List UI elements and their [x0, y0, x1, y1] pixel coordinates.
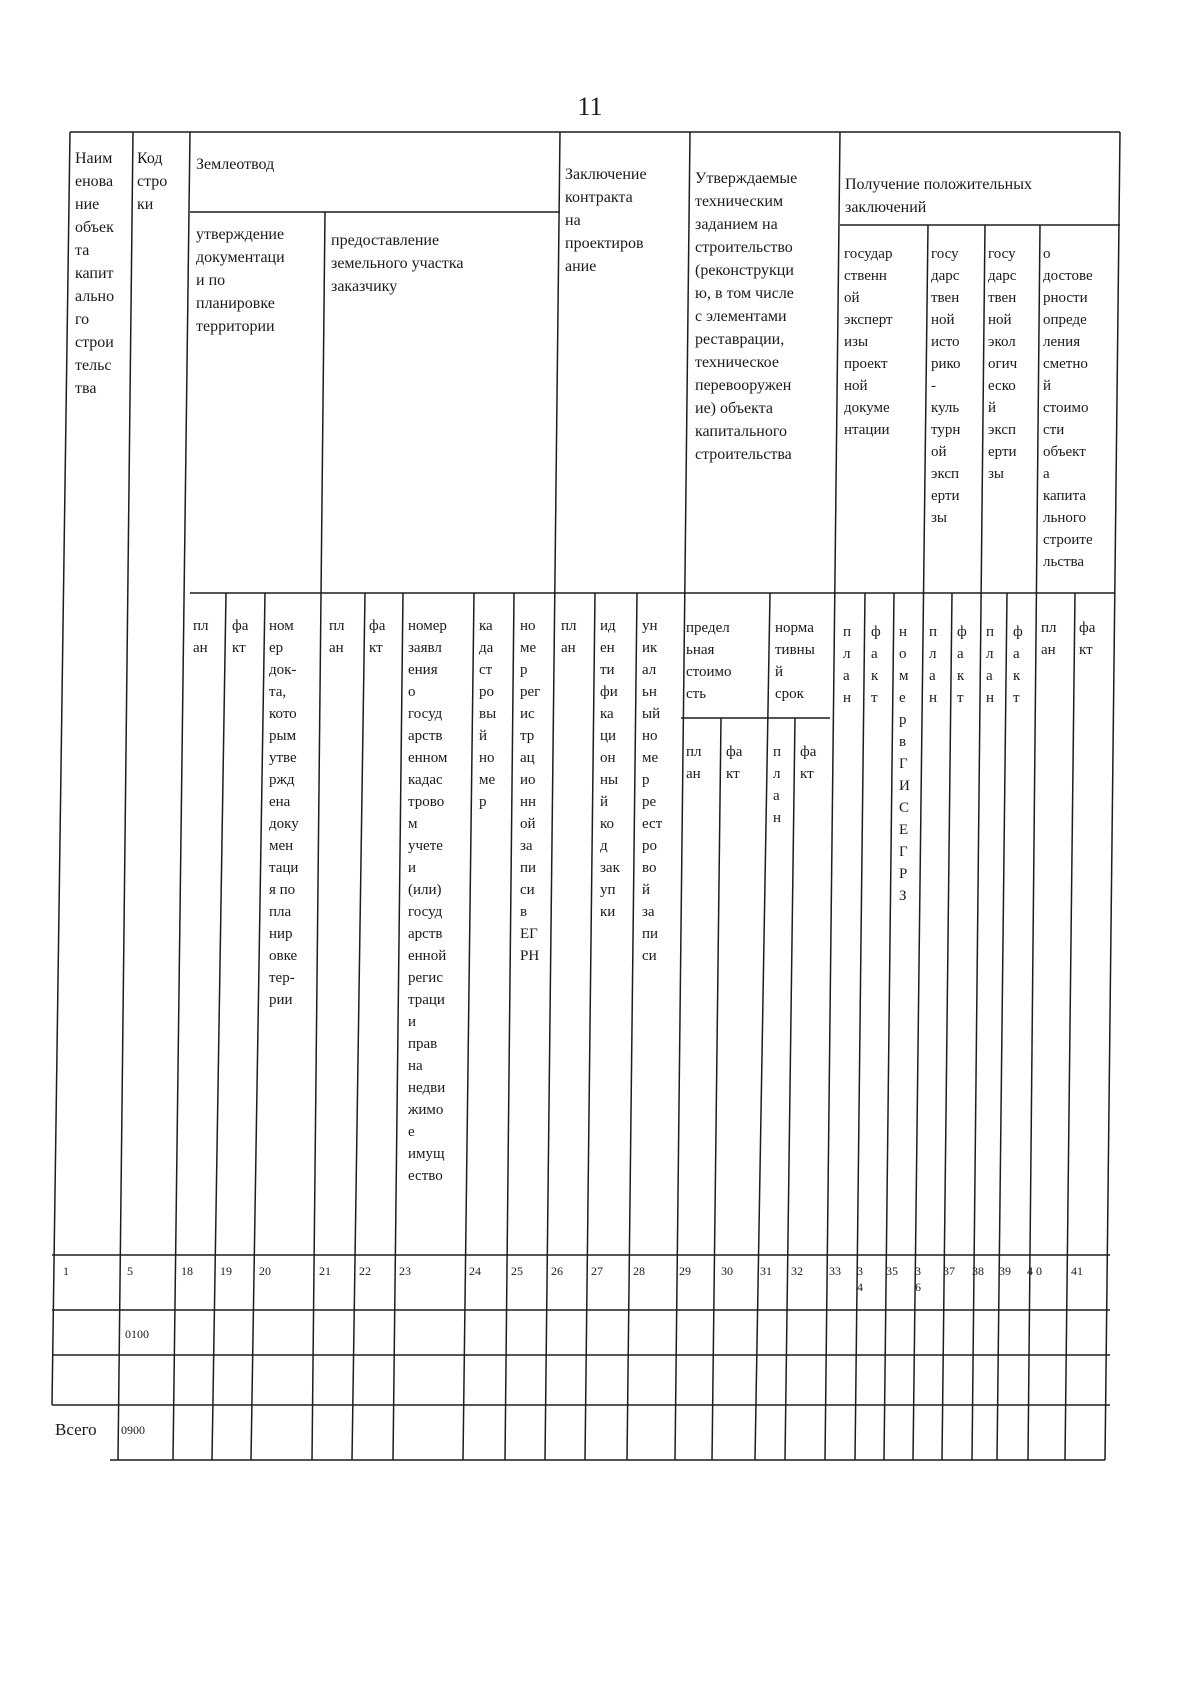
column-number: 35	[886, 1264, 898, 1278]
header-max-cost: предел ьная стоимо сть	[686, 620, 732, 702]
column-number: 29	[679, 1264, 691, 1278]
header-fact: фа кт	[369, 618, 386, 656]
header-state-expertise: государ ственн ой эксперт изы проект ной докуме нтации	[844, 246, 893, 438]
column-number: 4 0	[1027, 1264, 1042, 1278]
header-land-approval: утверждение документаци и по планировке территории	[196, 226, 285, 335]
column-number: 41	[1071, 1264, 1083, 1278]
column-number: 28	[633, 1264, 645, 1278]
column-number: 27	[591, 1264, 603, 1278]
page-number: 11	[577, 92, 603, 121]
column-number: 24	[469, 1264, 481, 1278]
row-name	[56, 1366, 116, 1390]
header-land-allotment: Землеотвод	[196, 156, 275, 173]
header-plan: пл ан	[686, 744, 702, 782]
header-plan: пл ан	[193, 618, 209, 656]
header-fact: фа кт	[726, 744, 743, 782]
header-fact: ф а к т	[957, 624, 967, 706]
header-plan: пл ан	[1041, 620, 1057, 658]
column-number: 1	[63, 1264, 69, 1278]
header-plan: пл ан	[329, 618, 345, 656]
header-cadastral-number: ка да ст ро вы й но ме р	[479, 618, 497, 810]
header-reliability: о достове рности опреде ления сметно й стоимо сти объект а капита льного строите льства	[1043, 246, 1093, 570]
column-number: 19	[220, 1264, 232, 1278]
header-plan: п л а н	[929, 624, 938, 706]
column-number: 39	[999, 1264, 1011, 1278]
column-number: 33	[829, 1264, 841, 1278]
header-land-provision: предоставление земельного участка заказчику	[331, 232, 464, 295]
header-plan: п л а н	[986, 624, 995, 706]
header-registry-number: ун ик ал ьн ый но ме р ре ест ро во й за пи си	[642, 618, 663, 964]
column-number: 37	[943, 1264, 955, 1278]
header-plan: пл ан	[561, 618, 577, 656]
header-fact: фа кт	[1079, 620, 1096, 658]
header-plan: п л а н	[773, 744, 782, 826]
header-purchase-id: ид ен ти фи ка ци он ны й ко д зак уп ки	[600, 618, 620, 920]
header-egrn-number: но ме р рег ис тр ац ио нн ой за пи си в ЕГ РН	[520, 618, 541, 964]
column-number: 23	[399, 1264, 411, 1278]
column-number: 22	[359, 1264, 371, 1278]
header-line-code: Код стро ки	[137, 150, 168, 213]
header-fact: ф а к т	[1013, 624, 1023, 706]
header-object-name: Наим енова ние объек та капит ально го строи тельс тва	[75, 150, 115, 397]
column-number: 32	[791, 1264, 803, 1278]
column-number: 31	[760, 1264, 772, 1278]
header-fact: фа кт	[232, 618, 249, 656]
row-code: 0100	[125, 1327, 149, 1341]
header-plan: п л а н	[843, 624, 852, 706]
column-number: 30	[721, 1264, 733, 1278]
column-number: 5	[127, 1264, 133, 1278]
header-tech-task: Утверждаемые техническим заданием на строительство (реконструкци ю, в том числе с элементами реставрации, техническое перевооружен ие) объекта капитального строительства	[695, 170, 798, 463]
header-cadastre-application: номер заявл ения о госуд арств енном кадас трово м учете и (или) госуд арств енной регис траци и прав на недви жимо е имущ ество	[408, 618, 448, 1184]
row-code: 0900	[121, 1423, 145, 1437]
header-gis-egrz-number: н о м е р в Г И С Е Г Р З	[899, 624, 910, 904]
header-normative-term: норма тивны й срок	[775, 620, 815, 702]
header-doc-number: ном ер док- та, кото рым утве ржд ена доку мен таци я по пла нир овке тер- рии	[269, 618, 299, 1008]
header-contract: Заключение контракта на проектиров ание	[565, 166, 647, 275]
row-name: Всего	[55, 1420, 97, 1439]
column-number: 20	[259, 1264, 271, 1278]
header-conclusions: Получение положительных заключений	[845, 176, 1032, 216]
column-number: 3 6	[915, 1264, 921, 1294]
column-number: 3 4	[857, 1264, 863, 1294]
column-number: 38	[972, 1264, 984, 1278]
column-number: 21	[319, 1264, 331, 1278]
column-number: 18	[181, 1264, 193, 1278]
header-fact: фа кт	[800, 744, 817, 782]
header-fact: ф а к т	[871, 624, 881, 706]
header-hist-expertise: госу дарс твен ной исто рико - куль турн ой эксп ерти зы	[931, 246, 961, 526]
header-eco-expertise: госу дарс твен ной экол огич еско й эксп ерти зы	[988, 246, 1018, 482]
column-number: 25	[511, 1264, 523, 1278]
column-number: 26	[551, 1264, 563, 1278]
